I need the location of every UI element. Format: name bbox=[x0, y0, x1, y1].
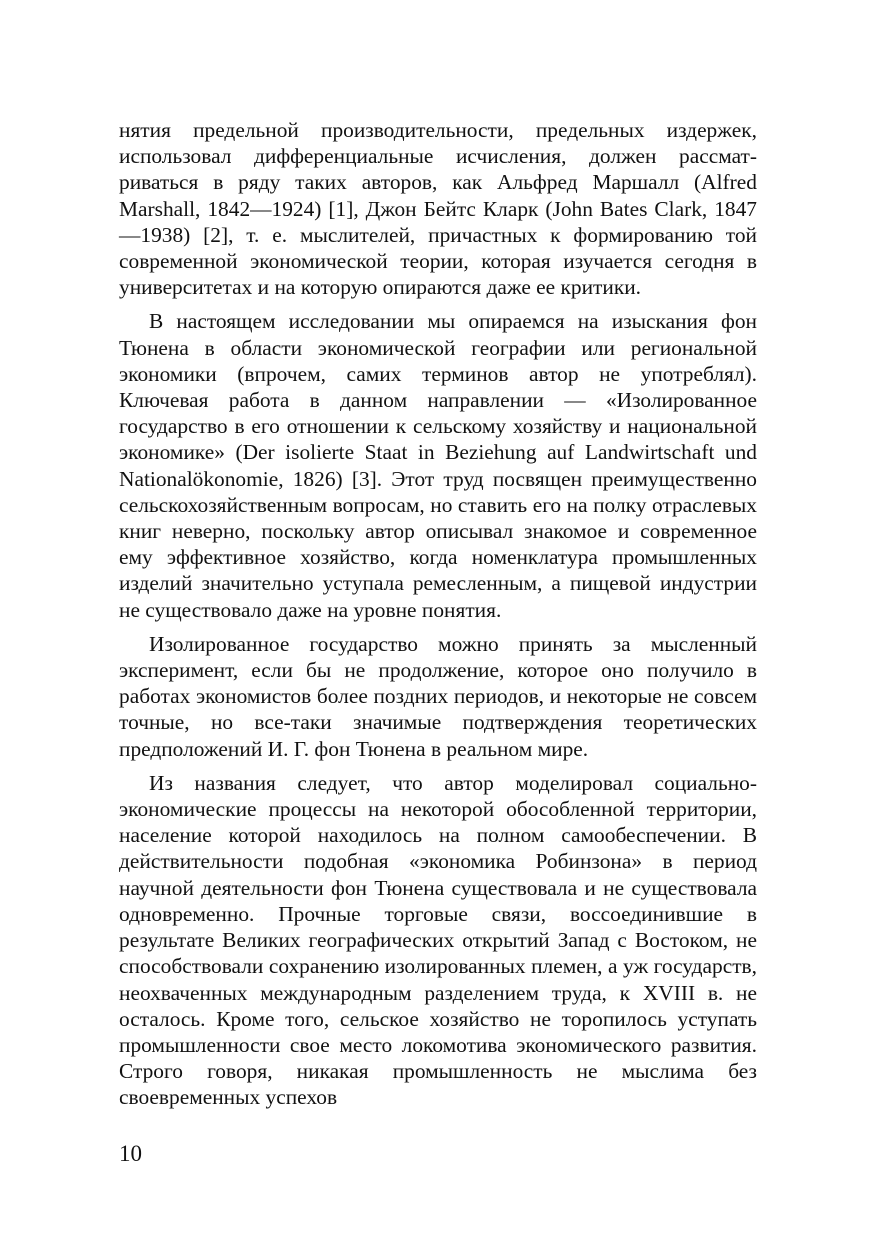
paragraph-3: Изолированное государство можно принять за мысленный эксперимент, если бы не продолжение, которое оно получило в работах экономистов более поздних периодов, и некоторые не совсем точные, но все-таки значимые подтверждения теоретических предположений И. Г. фон Тюнена в реальном мире. bbox=[119, 631, 757, 761]
page-number: 10 bbox=[119, 1141, 142, 1166]
body-text bbox=[119, 117, 757, 1119]
paragraph-4: Из названия следует, что автор моделировал социально-экономические процессы на некоторой обособленной территории, население которой находилось на полном самообеспечении. В действительности подобная «экономика Робинзона» в период научной деятельности фон Тюнена существовала и не существовала одновременно. Прочные торговые связи, воссоединившие в результате Великих географических открытий Запад с Востоком, не способствовали сохранению изолированных племен, а уж государств, неохваченных международным разделением труда, к XVIII в. не осталось. Кроме того, сельское хозяйство не торопилось уступать промышленности свое место локомотива экономического развития. Строго говоря, никакая промышленность не мыслима без своевременных успехов bbox=[119, 770, 757, 1110]
paragraph-1: нятия предельной производительности, предельных издержек, использовал дифференциальные исчисления, должен рассматриваться в ряду таких авторов, как Альфред Маршалл (Alfred Marshall, 1842—1924) [1], Джон Бейтс Кларк (John Bates Clark, 1847—1938) [2], т. е. мыслителей, причастных к формированию той современной экономической теории, которая изучается сегодня в университетах и на которую опираются даже ее критики. bbox=[119, 118, 757, 300]
paragraph-2: В настоящем исследовании мы опираемся на изыскания фон Тюнена в области экономической географии или региональной экономики (впрочем, самих терминов автор не употреблял). Ключевая работа в данном направлении — «Изолированное государство в его отношении к сельскому хозяйству и национальной экономике» (Der isolierte Staat in Beziehung auf Landwirtschaft und Nationalökonomie, 1826) [3]. Этот труд посвящен преимущественно сельскохозяйственным вопросам, но ставить его на полку отраслевых книг неверно, поскольку автор описывал знакомое и современное ему эффективное хозяйство, когда номенклатура промышленных изделий значительно уступала ремесленным, а пищевой индустрии не существовало даже на уровне понятия. bbox=[119, 309, 757, 622]
